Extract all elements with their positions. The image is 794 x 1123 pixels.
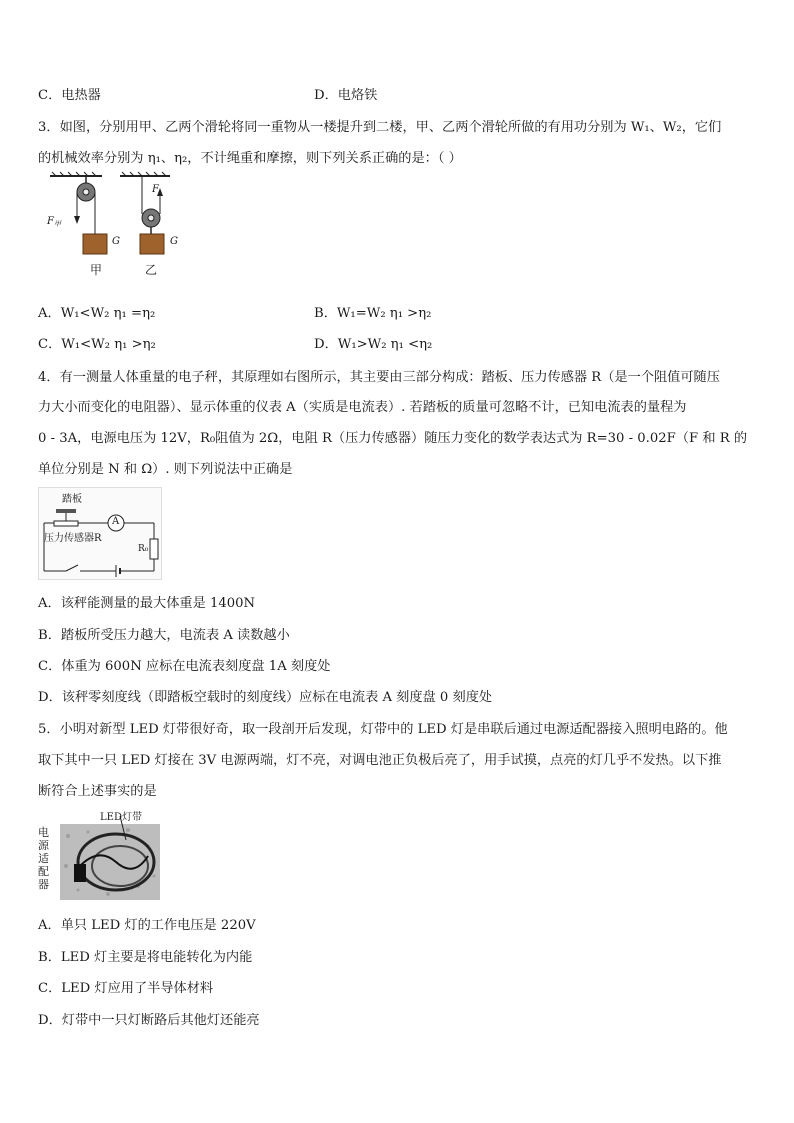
q4-stem-line3: 0 - 3A，电源电压为 12V，R₀阻值为 2Ω，电阻 R（压力传感器）随压力变化的数学表达式为 R=30 - 0.02F（F 和 R 的: [38, 431, 748, 446]
weight-label-right: G: [170, 236, 178, 247]
weight-block-left: [83, 234, 107, 254]
q5-option-a: A．单只 LED 灯的工作电压是 220V: [38, 918, 256, 933]
q5-stem-line2: 取下其中一只 LED 灯接在 3V 电源两端，灯不亮，对调电池正负极后亮了，用手试摸，点亮的灯几乎不发热。以下推: [38, 753, 722, 768]
q4-stem-line4: 单位分别是 N 和 Ω）. 则下列说法中正确是: [38, 462, 293, 477]
q4-option-c: C．体重为 600N 应标在电流表刻度盘 1A 刻度处: [38, 659, 331, 674]
pressure-sensor: [54, 521, 78, 526]
q2-option-c: C．电热器: [38, 88, 101, 103]
sensor-label: 压力传感器R: [44, 533, 102, 544]
adapter-plug: [74, 864, 86, 882]
q3-option-b: B．W₁=W₂ η₁ >η₂: [314, 306, 432, 321]
adapter-label: 电源适配器: [38, 826, 49, 891]
ceiling-left: [50, 172, 102, 176]
pulley-figure: [40, 170, 190, 280]
pedal-label: 踏板: [62, 494, 82, 505]
ceiling-right: [120, 172, 170, 176]
pedal: [56, 509, 76, 513]
resistor-label: R₀: [138, 544, 149, 554]
q2-option-d: D．电烙铁: [314, 88, 378, 103]
q5-stem-line3: 断符合上述事实的是: [38, 784, 157, 799]
q4-option-b: B．踏板所受压力越大，电流表 A 读数越小: [38, 628, 290, 643]
q5-option-d: D．灯带中一只灯断路后其他灯还能亮: [38, 1013, 260, 1028]
q4-option-a: A．该秤能测量的最大体重是 1400N: [38, 596, 256, 611]
force-label-left: $F_甲$: [47, 216, 61, 228]
q3-option-d: D．W₁>W₂ η₁ <η₂: [314, 337, 433, 352]
q3-option-a: A．W₁<W₂ η₁ =η₂: [38, 306, 156, 321]
q5-stem-line1: 5．小明对新型 LED 灯带很好奇，取一段剖开后发现，灯带中的 LED 灯是串联后通过电源适配器接入照明电路的。他: [38, 722, 728, 737]
resistor-r0: [150, 539, 158, 559]
figure-label-jia: 甲: [90, 263, 103, 277]
q3-stem-line1: 3．如图，分别用甲、乙两个滑轮将同一重物从一楼提升到二楼，甲、乙两个滑轮所做的有用功分别为 W₁、W₂，它们: [38, 120, 722, 135]
figure-label-yi: 乙: [145, 263, 158, 277]
ammeter-label: A: [112, 516, 120, 527]
weight-block-right: [140, 234, 164, 254]
q3-option-c: C．W₁<W₂ η₁ >η₂: [38, 337, 156, 352]
q3-stem-line2: 的机械效率分别为 η₁、η₂，不计绳重和摩擦，则下列关系正确的是：（ ）: [38, 151, 462, 166]
q4-stem-line1: 4．有一测量人体重量的电子秤，其原理如右图所示，其主要由三部分构成：踏板、压力传感器 R（是一个阻值可随压: [38, 370, 720, 385]
q4-stem-line2: 力大小而变化的电阻器）、显示体重的仪表 A（实质是电流表）. 若踏板的质量可忽略不计，已知电流表的量程为: [38, 400, 687, 415]
q5-option-c: C．LED 灯应用了半导体材料: [38, 981, 214, 996]
weight-label-left: G: [112, 236, 120, 247]
force-label-right: F: [152, 184, 159, 195]
q4-option-d: D．该秤零刻度线（即踏板空载时的刻度线）应标在电流表 A 刻度盘 0 刻度处: [38, 690, 493, 705]
q5-option-b: B．LED 灯主要是将电能转化为内能: [38, 950, 253, 965]
led-strip-label: LED灯带: [100, 812, 142, 823]
